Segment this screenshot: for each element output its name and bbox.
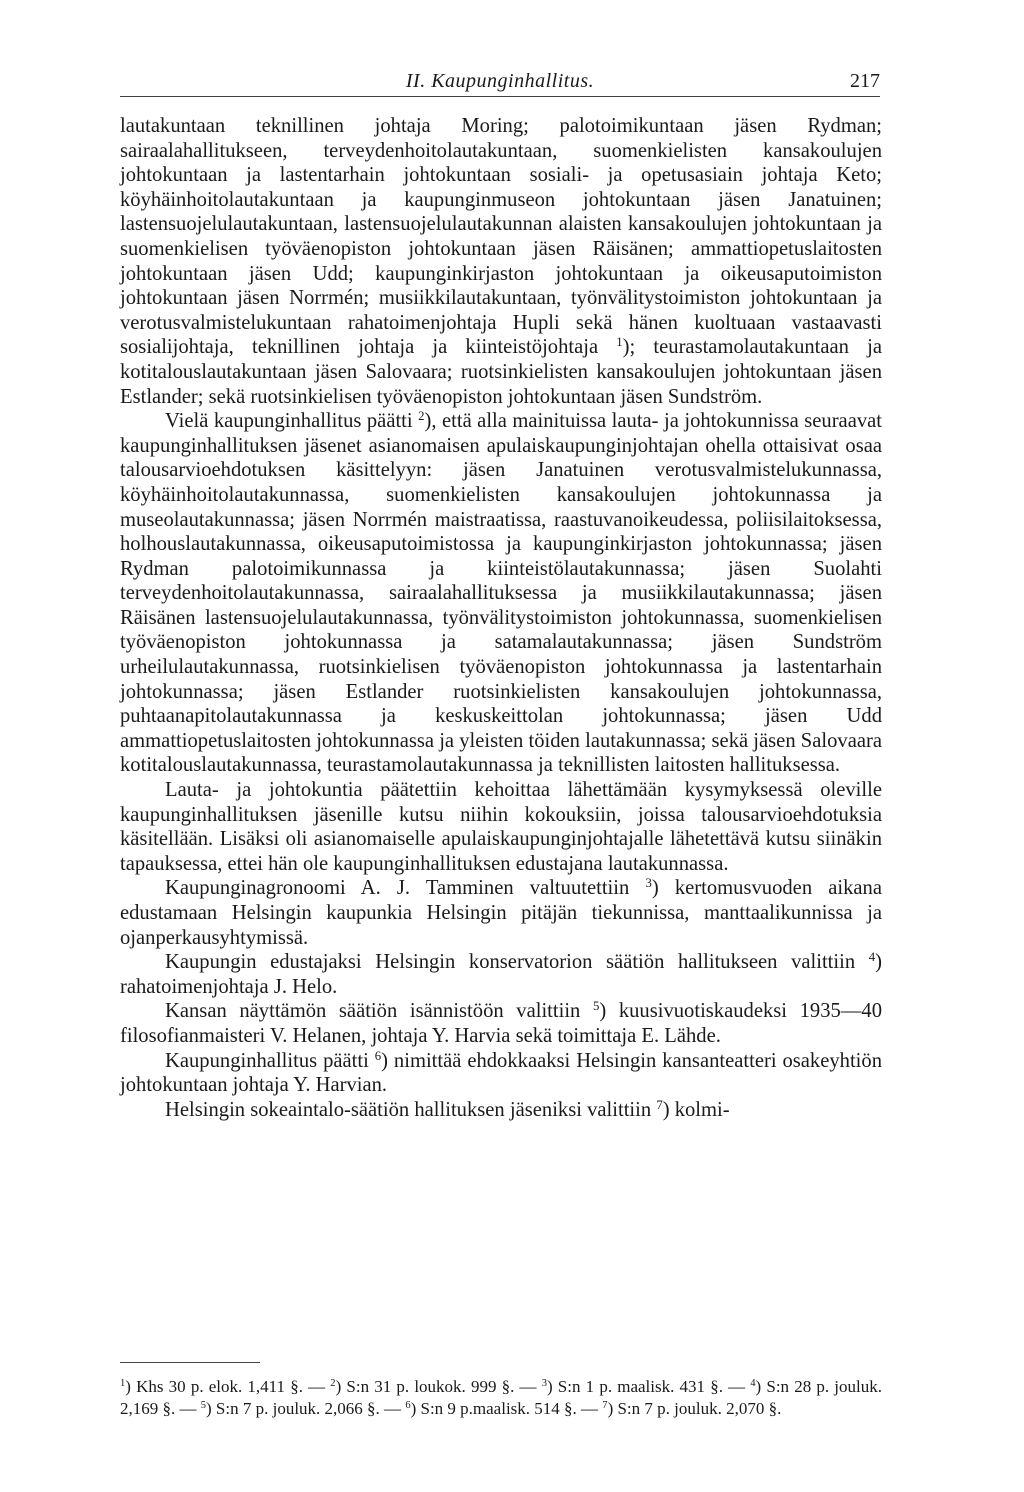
footnote-ref: 2 xyxy=(418,409,425,424)
paragraph xyxy=(120,409,882,778)
body-text xyxy=(120,114,882,1122)
paragraph-text: ) kuusivuotiskaudeksi 1935—40 filosofianmaisteri V. Helanen, johtaja Y. Harvia sekä toimittaja E. Lähde. xyxy=(120,1000,882,1047)
footnote-text: ) Khs 30 p. elok. 1,411 §. — xyxy=(125,1377,331,1396)
paragraph xyxy=(120,876,882,950)
footnote-text: ) S:n 1 p. maalisk. 431 §. — xyxy=(546,1377,751,1396)
paragraph-text: ) rahatoimenjohtaja J. Helo. xyxy=(120,951,882,998)
footnote-number: 5 xyxy=(200,1399,207,1411)
footnote-ref: 6 xyxy=(374,1048,382,1063)
footnote-number: 7 xyxy=(602,1399,608,1411)
paragraph-text: ) nimittää ehdokkaaksi Helsingin kansanteatteri osakeyhtiön johtokuntaan johtaja Y. Harvian. xyxy=(120,1049,882,1097)
footnote-text: ) S:n 28 p. jouluk. 2,169 §. — xyxy=(120,1377,882,1418)
footnote-number: 6 xyxy=(405,1399,411,1411)
footnote-number: 2 xyxy=(330,1378,336,1390)
footnote-ref: 3 xyxy=(645,876,652,891)
paragraph-text: Lauta- ja johtokuntia päätettiin kehoittaa lähettämään kysymyksessä oleville kaupunginhallituksen jäsenille kutsu niihin kokouksiin, joissa talousarvioehdotuksia käsitellään. Lisäksi oli asianomaiselle apulaiskaupunginjohtajalle lähetettävä kutsu siinäkin tapauksessa, ettei hän ole kaupunginhallituksen edustajana lautakunnassa. xyxy=(120,779,882,875)
footnotes xyxy=(120,1376,882,1419)
paragraph xyxy=(120,950,882,999)
footnote-text: ) S:n 31 p. loukok. 999 §. — xyxy=(335,1377,542,1396)
footnote-ref: 5 xyxy=(592,999,600,1014)
page-header xyxy=(120,66,880,97)
footnote-separator xyxy=(120,1362,260,1363)
paragraph-text: Helsingin sokeaintalo-säätiön hallituksen jäseniksi valittiin xyxy=(165,1098,657,1121)
paragraph-text: Kaupunginhallitus päätti xyxy=(165,1049,375,1072)
footnote-ref: 4 xyxy=(868,950,876,965)
paragraph xyxy=(120,114,882,409)
paragraph-text: Kansan näyttämön säätiön isännistöön valittiin xyxy=(165,1000,593,1023)
paragraph xyxy=(120,999,882,1048)
footnote-text: ) S:n 9 p.maalisk. 514 §. — xyxy=(410,1398,603,1418)
footnote-number: 1 xyxy=(120,1378,126,1390)
paragraph xyxy=(120,1049,882,1098)
paragraph-text: lautakuntaan teknillinen johtaja Moring; palotoimikuntaan jäsen Rydman; sairaalahallitukseen, terveydenhoitolautakuntaan, suomenkielisten kansakoulujen johtokuntaan ja lastentarhain johtokuntaan sosiali- ja opetusasiain johtaja Keto; köyhäinhoitolautakuntaan ja kaupunginmuseon johtokuntaan jäsen Janatuinen; lastensuojelulautakuntaan, lastensuojelulautakunnan alaisten kansakoulujen johtokuntaan ja suomenkielisen työväenopiston johtokuntaan jäsen Räisänen; ammattiopetuslaitosten johtokuntaan jäsen Udd; kaupunginkirjaston johtokuntaan ja oikeusaputoimiston johtokuntaan jäsen Norrmén; musiikkilautakuntaan, työnvälitystoimiston johtokuntaan ja verotusvalmistelukuntaan rahatoimenjohtaja Hupli sekä hänen kuoltuaan vastaavasti sosialijohtaja, teknillinen johtaja ja kiinteistöjohtaja xyxy=(120,115,882,359)
paragraph-text: Kaupungin edustajaksi Helsingin konservatorion säätiön hallitukseen valittiin xyxy=(165,951,869,974)
footnote-number: 4 xyxy=(750,1378,756,1390)
paragraph-text: Kaupunginagronoomi A. J. Tamminen valtuutettiin xyxy=(165,877,646,900)
paragraph xyxy=(120,1098,882,1123)
paragraph-text: ) kertomusvuoden aikana edustamaan Helsingin kaupunkia Helsingin pitäjän tiekunnissa, manttaalikunnissa ja ojanperkausyhtymissä. xyxy=(120,877,882,949)
footnote-ref: 7 xyxy=(656,1097,663,1112)
paragraph-text: ), että alla mainituissa lauta- ja johtokunnissa seuraavat kaupunginhallituksen jäsenet asianomaisen apulaiskaupunginjohtajan ohella ottaisivat osaa talousarvioehdotuksen käsittelyyn: jäsen Janatuinen verotusvalmistelukunnassa, köyhäinhoitolautakunnassa, suomenkielisten kansakoulujen johtokunnassa ja museolautakunnassa; jäsen Norrmén maistraatissa, raastuvanoikeudessa, poliisilaitoksessa, holhouslautakunnassa, oikeusaputoimistossa ja kaupunginkirjaston johtokunnassa; jäsen Rydman palotoimikunnassa ja kiinteistölautakunnassa; jäsen Suolahti terveydenhoitolautakunnassa, sairaalahallituksessa ja musiikkilautakunnassa; jäsen Räisänen lastensuojelulautakunnassa, työnvälitystoimiston johtokunnassa, suomenkielisen työväenopiston johtokunnassa ja satamalautakunnassa; jäsen Sundström urheilulautakunnassa, ruotsinkielisen työväenopiston johtokunnassa ja lastentarhain johtokunnassa; jäsen Estlander ruotsinkielisten kansakoulujen johtokunnassa, puhtaanapitolautakunnassa ja keskuskeittolan johtokunnassa; jäsen Udd ammattiopetuslaitosten johtokunnassa ja yleisten töiden lautakunnassa; sekä jäsen Salovaara kotitalouslautakunnassa, teurastamolautakunnassa ja teknillisten laitosten hallituksessa. xyxy=(120,410,882,777)
footnote-ref: 1 xyxy=(616,335,623,350)
paragraph-text: ); teurastamolautakuntaan ja kotitalouslautakuntaan jäsen Salovaara; ruotsinkielisten kansakoulujen johtokuntaan jäsen Estlander; sekä ruotsinkielisen työväenopiston johtokuntaan jäsen Sundström. xyxy=(120,336,882,408)
footnote-text: ) S:n 7 p. jouluk. 2,070 §. xyxy=(607,1398,782,1418)
page-number: 217 xyxy=(850,70,880,92)
paragraph-text: ) kolmi- xyxy=(662,1098,730,1121)
footnote-block xyxy=(120,1376,882,1419)
paragraph xyxy=(120,778,882,876)
running-title: II. Kaupunginhallitus. xyxy=(405,70,595,92)
footnote-text: ) S:n 7 p. jouluk. 2,066 §. — xyxy=(206,1398,406,1418)
footnote-number: 3 xyxy=(541,1378,547,1390)
paragraph-text: Vielä kaupunginhallitus päätti xyxy=(165,410,419,433)
